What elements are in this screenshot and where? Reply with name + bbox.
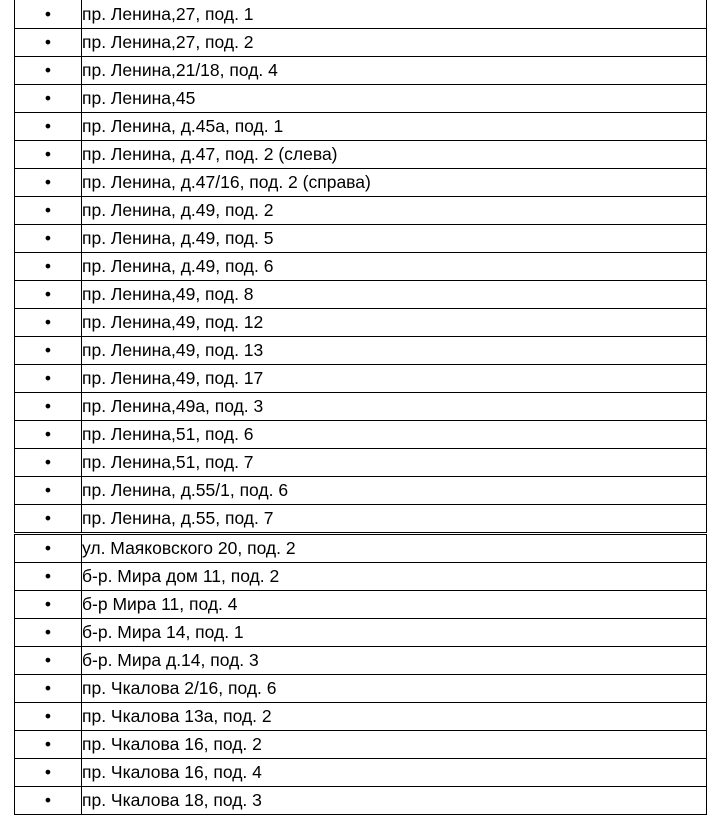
address-cell: пр. Чкалова 18, под. 3	[82, 787, 707, 815]
bullet-marker: •	[15, 113, 82, 141]
address-cell: пр. Ленина, д.55, под. 7	[82, 505, 707, 534]
table-row	[15, 591, 707, 619]
bullet-marker: •	[15, 647, 82, 675]
address-cell: пр. Ленина,49, под. 17	[82, 365, 707, 393]
table-row	[15, 29, 707, 57]
bullet-marker: •	[15, 141, 82, 169]
table-row	[15, 337, 707, 365]
bullet-marker: •	[15, 591, 82, 619]
table-row	[15, 703, 707, 731]
bullet-marker: •	[15, 787, 82, 815]
table-row	[15, 505, 707, 534]
table-row	[15, 169, 707, 197]
bullet-marker: •	[15, 253, 82, 281]
table-row	[15, 225, 707, 253]
bullet-marker: •	[15, 703, 82, 731]
table-row	[15, 619, 707, 647]
address-cell: пр. Ленина, д.49, под. 6	[82, 253, 707, 281]
table-row	[15, 449, 707, 477]
address-cell: пр. Чкалова 2/16, под. 6	[82, 675, 707, 703]
table-row	[15, 759, 707, 787]
address-cell: пр. Ленина,45	[82, 85, 707, 113]
table-row	[15, 365, 707, 393]
address-cell: б-р. Мира дом 11, под. 2	[82, 563, 707, 591]
table-row	[15, 197, 707, 225]
bullet-marker: •	[15, 225, 82, 253]
address-cell: пр. Ленина, д.49, под. 2	[82, 197, 707, 225]
bullet-marker: •	[15, 0, 82, 29]
table-row	[15, 563, 707, 591]
address-cell: пр. Ленина, д.45а, под. 1	[82, 113, 707, 141]
table-row	[15, 787, 707, 815]
bullet-marker: •	[15, 477, 82, 505]
bullet-marker: •	[15, 365, 82, 393]
bullet-marker: •	[15, 85, 82, 113]
table-row	[15, 253, 707, 281]
bullet-marker: •	[15, 505, 82, 534]
address-cell: пр. Ленина,51, под. 7	[82, 449, 707, 477]
address-cell: пр. Чкалова 16, под. 4	[82, 759, 707, 787]
address-cell: пр. Ленина, д.47, под. 2 (слева)	[82, 141, 707, 169]
bullet-marker: •	[15, 281, 82, 309]
bullet-marker: •	[15, 534, 82, 563]
bullet-marker: •	[15, 29, 82, 57]
bullet-marker: •	[15, 169, 82, 197]
address-cell: пр. Чкалова 16, под. 2	[82, 731, 707, 759]
address-cell: пр. Ленина,49, под. 13	[82, 337, 707, 365]
address-cell: пр. Ленина,49, под. 8	[82, 281, 707, 309]
address-cell: пр. Ленина,27, под. 1	[82, 0, 707, 29]
bullet-marker: •	[15, 731, 82, 759]
table-row	[15, 675, 707, 703]
bullet-marker: •	[15, 309, 82, 337]
table-row	[15, 309, 707, 337]
table-row	[15, 647, 707, 675]
table-row	[15, 393, 707, 421]
bullet-marker: •	[15, 57, 82, 85]
address-cell: пр. Ленина,49а, под. 3	[82, 393, 707, 421]
table-row	[15, 421, 707, 449]
address-cell: пр. Ленина, д.49, под. 5	[82, 225, 707, 253]
address-cell: пр. Ленина, д.47/16, под. 2 (справа)	[82, 169, 707, 197]
bullet-marker: •	[15, 759, 82, 787]
address-cell: пр. Ленина,49, под. 12	[82, 309, 707, 337]
bullet-marker: •	[15, 337, 82, 365]
table-row	[15, 534, 707, 563]
bullet-marker: •	[15, 421, 82, 449]
table-row	[15, 113, 707, 141]
bullet-marker: •	[15, 675, 82, 703]
table-row	[15, 0, 707, 29]
address-cell: пр. Ленина,21/18, под. 4	[82, 57, 707, 85]
table-row	[15, 477, 707, 505]
address-cell: б-р Мира 11, под. 4	[82, 591, 707, 619]
bullet-marker: •	[15, 393, 82, 421]
table-row	[15, 731, 707, 759]
address-cell: пр. Ленина, д.55/1, под. 6	[82, 477, 707, 505]
address-cell: б-р. Мира д.14, под. 3	[82, 647, 707, 675]
table-row	[15, 281, 707, 309]
address-table-body	[15, 0, 707, 815]
bullet-marker: •	[15, 197, 82, 225]
address-list-document	[14, 0, 706, 815]
address-cell: пр. Чкалова 13а, под. 2	[82, 703, 707, 731]
address-cell: пр. Ленина,27, под. 2	[82, 29, 707, 57]
address-cell: пр. Ленина,51, под. 6	[82, 421, 707, 449]
address-cell: б-р. Мира 14, под. 1	[82, 619, 707, 647]
bullet-marker: •	[15, 619, 82, 647]
address-table	[14, 0, 707, 815]
table-row	[15, 57, 707, 85]
bullet-marker: •	[15, 563, 82, 591]
bullet-marker: •	[15, 449, 82, 477]
table-row	[15, 141, 707, 169]
table-row	[15, 85, 707, 113]
address-cell: ул. Маяковского 20, под. 2	[82, 534, 707, 563]
